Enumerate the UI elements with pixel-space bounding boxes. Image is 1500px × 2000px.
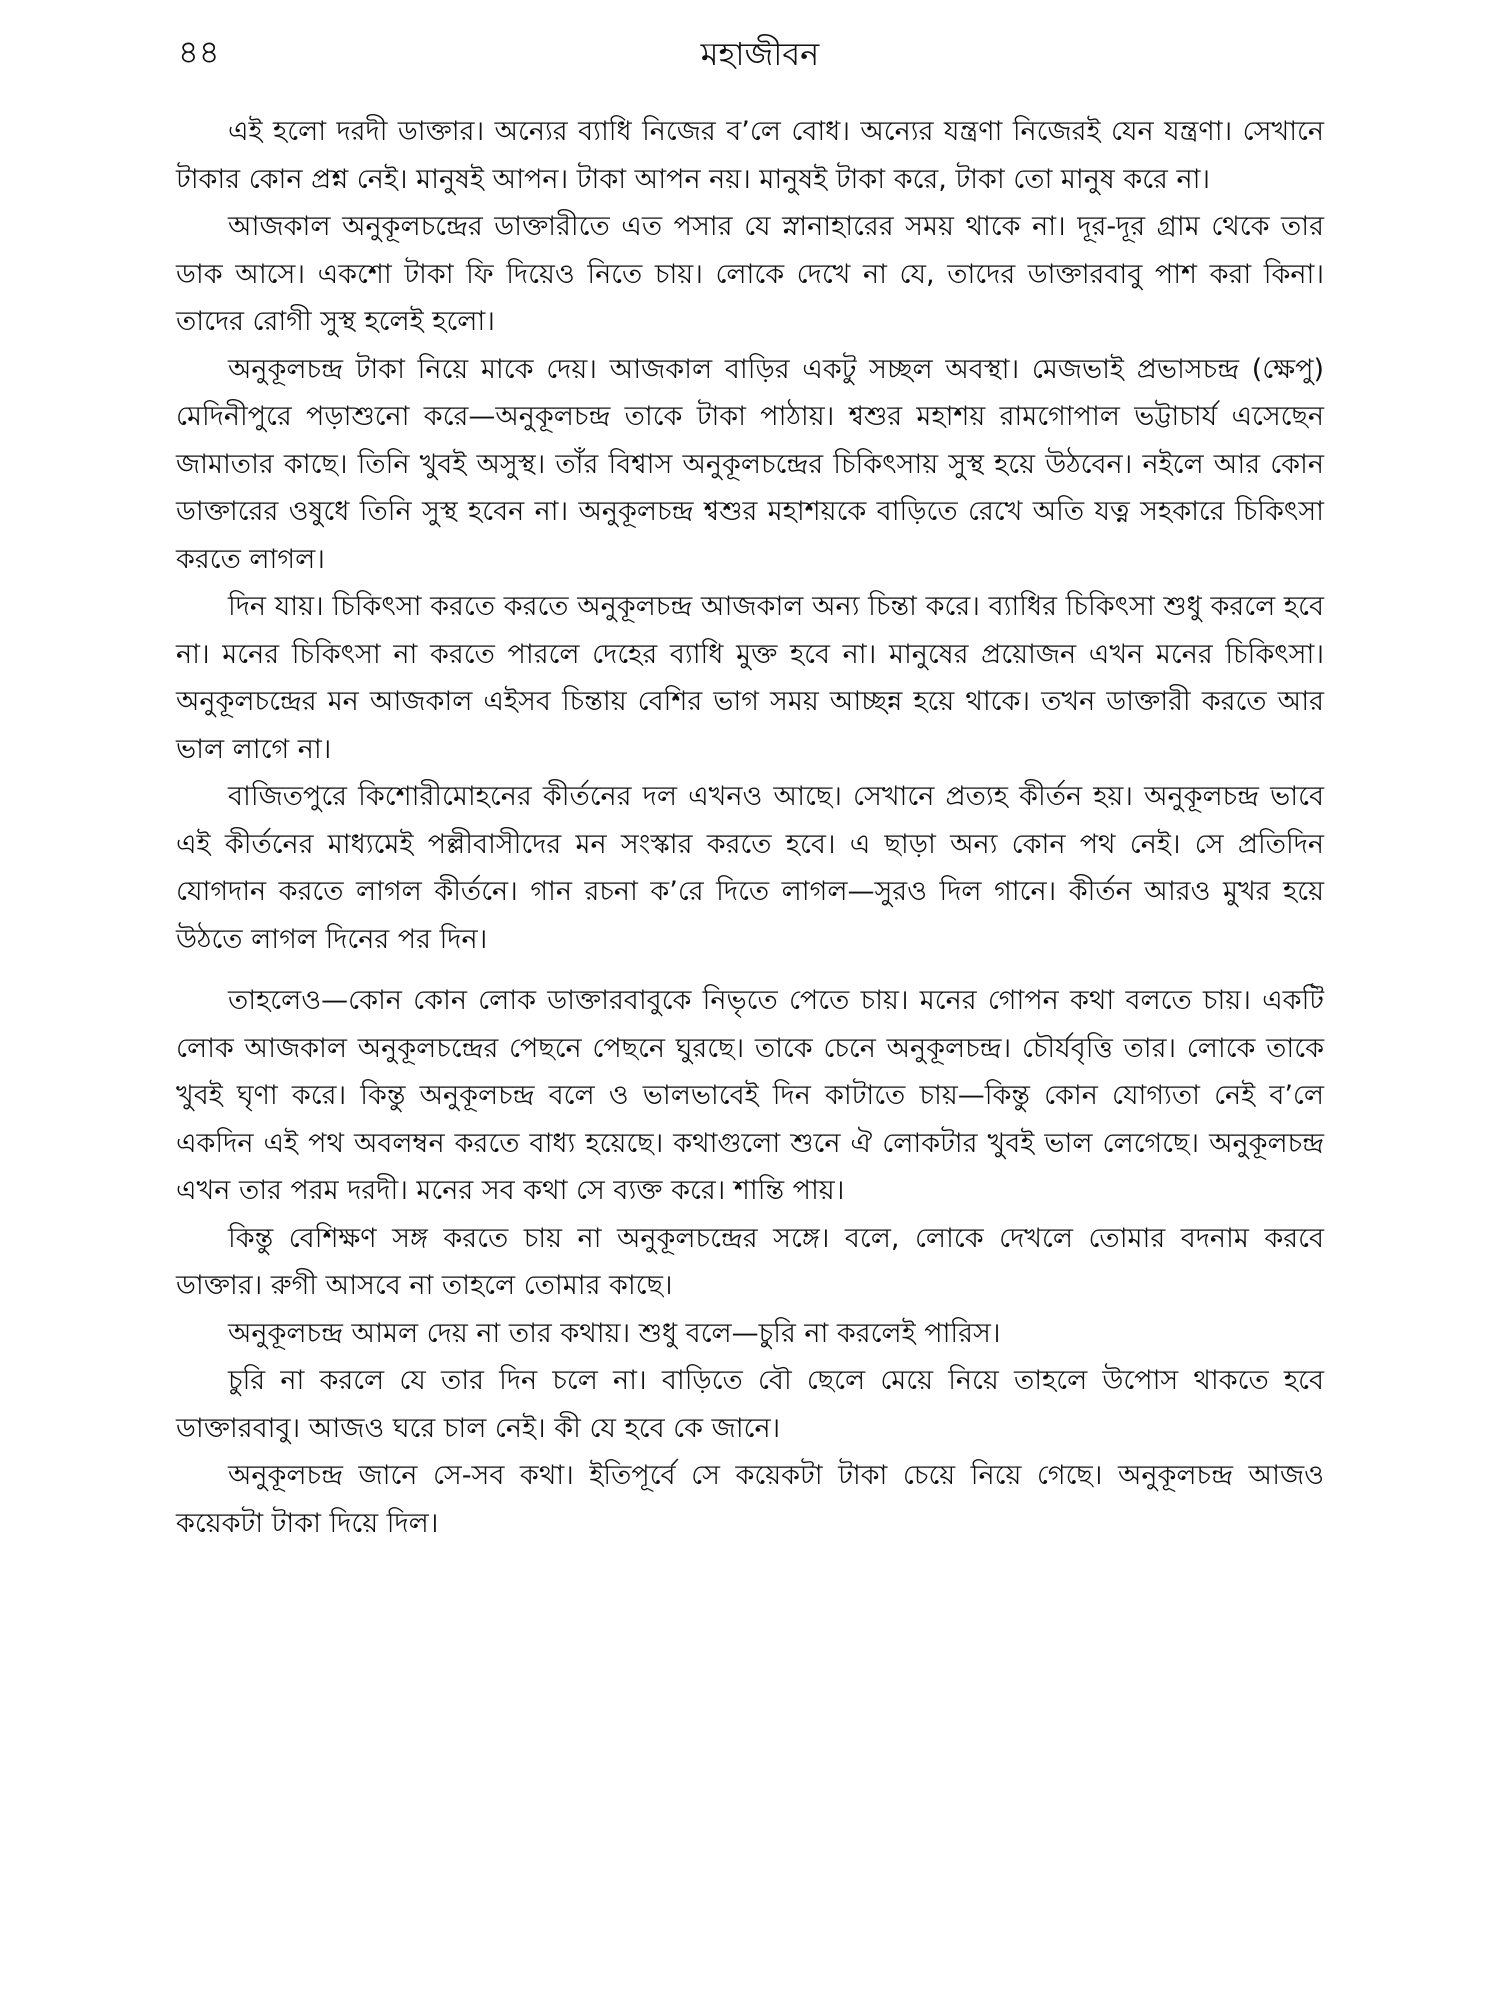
page-number: ৪৪ <box>178 33 220 71</box>
running-head-title: মহাজীবন <box>700 35 820 73</box>
body-text <box>176 108 1324 1547</box>
paragraph-7: কিন্তু বেশিক্ষণ সঙ্গ করতে চায় না অনুকূলচন্দ্রের সঙ্গে। বলে, লোকে দেখলে তোমার বদনাম করবে ডাক্তার। রুগী আসবে না তাহলে তোমার কাছে। <box>176 1222 1324 1301</box>
paragraph-10: অনুকূলচন্দ্র জানে সে-সব কথা। ইতিপূর্বে সে কয়েকটা টাকা চেয়ে নিয়ে গেছে। অনুকূলচন্দ্র আজও কয়েকটা টাকা দিয়ে দিল। <box>176 1460 1324 1539</box>
paragraph-9: চুরি না করলে যে তার দিন চলে না। বাড়িতে বৌ ছেলে মেয়ে নিয়ে তাহলে উপোস থাকতে হবে ডাক্তারবাবু। আজও ঘরে চাল নেই। কী যে হবে কে জানে। <box>176 1365 1324 1444</box>
paragraph-1: এই হলো দরদী ডাক্তার। অন্যের ব্যাধি নিজের ব’লে বোধ। অন্যের যন্ত্রণা নিজেরই যেন যন্ত্রণা। সেখানে টাকার কোন প্রশ্ন নেই। মানুষই আপন। টাকা আপন নয়। মানুষই টাকা করে, টাকা তো মানুষ করে না। <box>176 116 1324 195</box>
paragraph-8: অনুকূলচন্দ্র আমল দেয় না তার কথায়। শুধু বলে—চুরি না করলেই পারিস। <box>228 1317 1001 1349</box>
paragraph-4: দিন যায়। চিকিৎসা করতে করতে অনুকূলচন্দ্র আজকাল অন্য চিন্তা করে। ব্যাধির চিকিৎসা শুধু করলে হবে না। মনের চিকিৎসা না করতে পারলে দেহের ব্যাধি মুক্ত হবে না। মানুষের প্রয়োজন এখন মনের চিকিৎসা। অনুকূলচন্দ্রের মন আজকাল এইসব চিন্তায় বেশির ভাগ সময় আচ্ছন্ন হয়ে থাকে। তখন ডাক্তারী করতে আর ভাল লাগে না। <box>176 591 1324 765</box>
paragraph-5: বাজিতপুরে কিশোরীমোহনের কীর্তনের দল এখনও আছে। সেখানে প্রত্যহ কীর্তন হয়। অনুকূলচন্দ্র ভাবে এই কীর্তনের মাধ্যমেই পল্লীবাসীদের মন সংস্কার করতে হবে। এ ছাড়া অন্য কোন পথ নেই। সে প্রতিদিন যোগদান করতে লাগল কীর্তনে। গান রচনা ক’রে দিতে লাগল—সুরও দিল গানে। কীর্তন আরও মুখর হয়ে উঠতে লাগল দিনের পর দিন। <box>176 781 1324 955</box>
paragraph-2: আজকাল অনুকূলচন্দ্রের ডাক্তারীতে এত পসার যে স্নানাহারের সময় থাকে না। দূর-দূর গ্রাম থেকে তার ডাক আসে। একশো টাকা ফি দিয়েও নিতে চায়। লোকে দেখে না যে, তাদের ডাক্তারবাবু পাশ করা কিনা। তাদের রোগী সুস্থ হলেই হলো। <box>176 211 1324 337</box>
paragraph-3: অনুকূলচন্দ্র টাকা নিয়ে মাকে দেয়। আজকাল বাড়ির একটু সচ্ছল অবস্থা। মেজভাই প্রভাসচন্দ্র (ক্ষেপু) মেদিনীপুরে পড়াশুনো করে—অনুকূলচন্দ্র তাকে টাকা পাঠায়। শ্বশুর মহাশয় রামগোপাল ভট্টাচার্য এসেছেন জামাতার কাছে। তিনি খুবই অসুস্থ। তাঁর বিশ্বাস অনুকূলচন্দ্রের চিকিৎসায় সুস্থ হয়ে উঠবেন। নইলে আর কোন ডাক্তারের ওষুধে তিনি সুস্থ হবেন না। অনুকূলচন্দ্র শ্বশুর মহাশয়কে বাড়িতে রেখে অতি যত্ন সহকারে চিকিৎসা করতে লাগল। <box>176 353 1324 575</box>
paragraph-6: তাহলেও—কোন কোন লোক ডাক্তারবাবুকে নিভৃতে পেতে চায়। মনের গোপন কথা বলতে চায়। একটি লোক আজকাল অনুকূলচন্দ্রের পেছনে পেছনে ঘুরছে। তাকে চেনে অনুকূলচন্দ্র। চৌর্যবৃত্তি তার। লোকে তাকে খুবই ঘৃণা করে। কিন্তু অনুকূলচন্দ্র বলে ও ভালভাবেই দিন কাটাতে চায়—কিন্তু কোন যোগ্যতা নেই ব’লে একদিন এই পথ অবলম্বন করতে বাধ্য হয়েছে। কথাগুলো শুনে ঐ লোকটার খুবই ভাল লেগেছে। অনুকূলচন্দ্র এখন তার পরম দরদী। মনের সব কথা সে ব্যক্ত করে। শান্তি পায়। <box>176 985 1324 1206</box>
